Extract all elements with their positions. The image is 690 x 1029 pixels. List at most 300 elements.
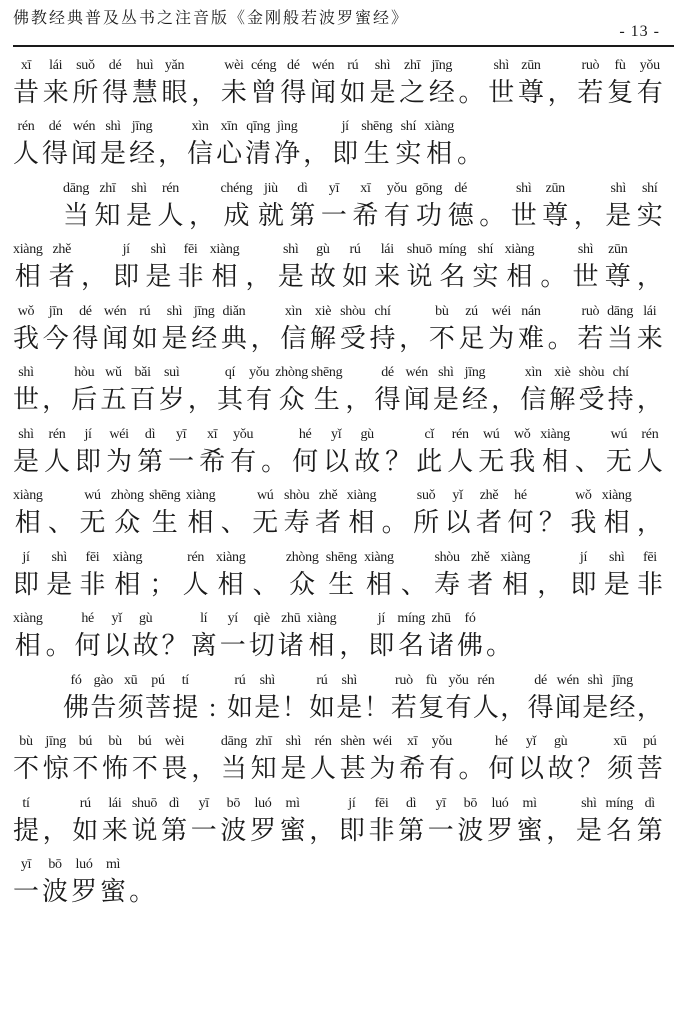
- ruby-segment: [310, 303, 336, 356]
- pinyin-annotation: chí: [374, 303, 391, 319]
- hanzi-text: 相: [502, 569, 529, 599]
- hanzi-text: 相: [542, 446, 569, 476]
- ruby-segment: [637, 426, 663, 479]
- pinyin-annotation: wéi: [491, 303, 511, 319]
- ruby-segment: [336, 672, 362, 725]
- pinyin-annotation: zhū: [431, 611, 451, 626]
- hanzi-text: 有: [428, 754, 455, 783]
- hanzi-text: 闻: [102, 323, 129, 353]
- hanzi-text: 故: [132, 631, 159, 660]
- hanzi-text: 是: [46, 569, 73, 599]
- hanzi-text: 就: [257, 200, 284, 230]
- pinyin-annotation: lái: [643, 303, 657, 319]
- pinyin-annotation: zhī: [404, 57, 421, 73]
- ruby-segment: [221, 487, 247, 540]
- ruby-segment: [608, 364, 634, 417]
- pinyin-annotation: zūn: [545, 180, 565, 196]
- ruby-segment: [391, 672, 417, 725]
- pinyin-annotation: wú: [610, 426, 628, 442]
- hanzi-text: 相: [426, 139, 453, 168]
- ruby-segment: [528, 672, 554, 725]
- ruby-segment: [374, 241, 400, 294]
- pinyin-annotation: gù: [553, 734, 568, 749]
- hanzi-text: 无: [605, 446, 632, 476]
- pinyin-annotation: shòu: [284, 488, 310, 503]
- ruby-segment: [457, 610, 483, 663]
- hanzi-text: 。: [261, 446, 288, 476]
- ruby-segment: [445, 487, 471, 540]
- hanzi-text: 切: [248, 631, 275, 660]
- ruby-segment: [607, 303, 633, 356]
- ruby-segment: [278, 610, 304, 663]
- pinyin-annotation: shì: [587, 672, 603, 688]
- ruby-segment: [433, 364, 459, 417]
- pinyin-annotation: shì: [577, 242, 594, 257]
- ruby-segment: [162, 733, 188, 786]
- ruby-segment: [227, 672, 253, 725]
- ruby-segment: [368, 610, 394, 663]
- pinyin-annotation: yī: [20, 857, 32, 872]
- pinyin-annotation: dāng: [220, 734, 247, 749]
- hanzi-text: 希: [399, 754, 426, 783]
- hanzi-text: 经: [129, 139, 156, 168]
- hanzi-text: ，: [42, 815, 69, 845]
- ruby-segment: [168, 426, 194, 479]
- hanzi-text: 受: [578, 385, 605, 414]
- ruby-segment: [542, 180, 568, 233]
- ruby-segment: [472, 241, 498, 294]
- ruby-segment: [447, 426, 473, 479]
- hanzi-text: 说: [131, 815, 158, 845]
- text-line: [13, 171, 663, 233]
- pinyin-annotation: shì: [131, 180, 147, 196]
- hanzi-text: 生: [328, 569, 355, 599]
- ruby-segment: [310, 733, 336, 786]
- ruby-segment: [191, 795, 217, 848]
- ruby-segment: [487, 795, 513, 848]
- hanzi-text: ，: [80, 262, 107, 291]
- pinyin-annotation: shì: [166, 303, 183, 319]
- pinyin-annotation: shuō: [406, 242, 433, 257]
- hanzi-text: 清: [245, 139, 272, 168]
- hanzi-text: 人: [182, 569, 209, 599]
- pinyin-annotation: wǔ: [105, 365, 122, 380]
- ruby-segment: [540, 426, 570, 479]
- pinyin-annotation: jí: [579, 549, 588, 565]
- pinyin-annotation: xiàng: [13, 611, 43, 626]
- hanzi-text: 当: [220, 754, 247, 783]
- ruby-segment: [172, 672, 198, 725]
- ruby-segment: [637, 241, 663, 294]
- hanzi-text: ，: [309, 815, 336, 845]
- ruby-segment: [44, 426, 70, 479]
- hanzi-text: 者: [467, 569, 494, 599]
- hanzi-text: 蜜: [516, 815, 543, 845]
- ruby-segment: [570, 487, 596, 540]
- pinyin-annotation: shēng: [311, 365, 343, 380]
- hanzi-text: 足: [458, 323, 485, 353]
- pinyin-annotation: bú: [138, 734, 152, 749]
- ruby-segment: [75, 426, 101, 479]
- ruby-segment: [345, 364, 371, 417]
- pinyin-annotation: jí: [348, 795, 356, 811]
- ruby-segment: [309, 672, 335, 725]
- hanzi-text: 。: [456, 139, 483, 168]
- text-line: [13, 479, 663, 541]
- hanzi-text: ，: [250, 323, 277, 353]
- ruby-segment: [369, 795, 395, 848]
- ruby-segment: [251, 733, 277, 786]
- hanzi-text: 相: [14, 508, 41, 537]
- ruby-segment: [500, 672, 526, 725]
- pinyin-annotation: rén: [641, 426, 659, 442]
- hanzi-text: 即: [368, 631, 395, 660]
- ruby-segment: [354, 426, 380, 479]
- ruby-segment: [246, 364, 272, 417]
- hanzi-text: 如: [308, 692, 335, 722]
- ruby-segment: [399, 303, 425, 356]
- hanzi-text: 闻: [71, 139, 98, 168]
- hanzi-text: 不: [72, 754, 99, 783]
- ruby-segment: [570, 549, 596, 602]
- hanzi-text: 相: [603, 508, 630, 537]
- ruby-segment: [540, 241, 566, 294]
- hanzi-text: 须: [117, 692, 144, 722]
- hanzi-text: 闻: [554, 692, 581, 722]
- hanzi-text: ，: [636, 508, 663, 537]
- pinyin-annotation: yī: [198, 795, 209, 811]
- ruby-segment: [610, 672, 636, 725]
- ruby-segment: [13, 364, 39, 417]
- pinyin-annotation: shēng: [325, 549, 357, 565]
- hanzi-text: 、: [220, 508, 247, 537]
- ruby-segment: [459, 303, 485, 356]
- ruby-segment: [79, 549, 105, 602]
- ruby-segment: [129, 118, 155, 171]
- pinyin-annotation: fēi: [85, 549, 100, 565]
- hanzi-text: 即: [332, 139, 359, 168]
- hanzi-text: ，: [303, 139, 330, 168]
- hanzi-text: 我: [570, 508, 597, 537]
- ruby-segment: [473, 672, 499, 725]
- hanzi-text: 得: [280, 77, 307, 107]
- ruby-segment: [221, 303, 247, 356]
- hanzi-text: 信: [187, 139, 214, 168]
- ruby-segment: [102, 733, 128, 786]
- pinyin-annotation: jīng: [612, 672, 633, 688]
- pinyin-annotation: hé: [514, 488, 527, 503]
- pinyin-annotation: xiàng: [306, 611, 337, 626]
- hanzi-text: 心: [216, 139, 243, 168]
- hanzi-text: ，: [491, 385, 518, 414]
- ruby-segment: [220, 610, 246, 663]
- hanzi-text: 相: [187, 508, 214, 537]
- ruby-segment: [416, 426, 442, 479]
- hanzi-text: 有: [445, 692, 472, 722]
- pinyin-annotation: wú: [482, 426, 500, 442]
- pinyin-annotation: suǒ: [76, 57, 95, 73]
- pinyin-annotation: ruò: [395, 672, 413, 688]
- pinyin-annotation: shì: [51, 549, 67, 565]
- hanzi-text: 世: [13, 385, 40, 414]
- ruby-segment: [340, 303, 366, 356]
- ruby-segment: [249, 610, 275, 663]
- ruby-segment: [191, 733, 217, 786]
- pinyin-annotation: bù: [108, 734, 122, 749]
- pinyin-annotation: dé: [534, 672, 547, 688]
- pinyin-annotation: wéi: [372, 734, 393, 749]
- ruby-segment: [191, 610, 217, 663]
- hanzi-text: 波: [457, 815, 484, 845]
- pinyin-annotation: shuō: [131, 795, 158, 811]
- pinyin-annotation: zhě: [52, 242, 72, 257]
- pinyin-annotation: wǒ: [17, 303, 35, 319]
- pinyin-annotation: xìn: [284, 303, 302, 319]
- pinyin-annotation: jí: [341, 119, 349, 134]
- hanzi-text: ，: [636, 262, 663, 291]
- hanzi-text: 人: [447, 446, 474, 476]
- pinyin-annotation: shì: [105, 119, 121, 134]
- ruby-segment: [505, 241, 535, 294]
- ruby-segment: [364, 549, 394, 602]
- ruby-segment: [75, 610, 101, 663]
- hanzi-text: 今: [42, 323, 69, 353]
- hanzi-text: 非: [79, 569, 106, 599]
- ruby-segment: [637, 672, 663, 725]
- hanzi-text: 知: [94, 200, 121, 230]
- ruby-segment: [518, 57, 544, 110]
- ruby-segment: [13, 118, 39, 171]
- pinyin-annotation: shèn: [340, 734, 365, 749]
- hanzi-text: 德: [447, 200, 474, 230]
- hanzi-text: 寿: [434, 569, 461, 599]
- pinyin-annotation: hé: [494, 734, 508, 749]
- hanzi-text: 眼: [161, 77, 188, 107]
- hanzi-text: 。: [486, 631, 513, 660]
- ruby-segment: [518, 733, 544, 786]
- ruby-segment: [384, 180, 410, 233]
- hanzi-text: 第: [137, 446, 164, 476]
- ruby-segment: [90, 672, 116, 725]
- ruby-segment: [520, 364, 546, 417]
- hanzi-text: 闻: [403, 385, 430, 414]
- hanzi-text: 。: [45, 631, 72, 660]
- ruby-segment: [352, 180, 378, 233]
- ruby-segment: [221, 180, 253, 233]
- hanzi-text: ，: [547, 77, 574, 107]
- hanzi-text: ，: [245, 262, 272, 291]
- hanzi-text: 相: [348, 508, 375, 537]
- ruby-segment: [539, 487, 565, 540]
- ruby-segment: [48, 487, 74, 540]
- hanzi-text: 何: [74, 631, 101, 660]
- ruby-segment: [186, 487, 216, 540]
- text-line: [13, 848, 663, 910]
- ruby-segment: [43, 57, 69, 110]
- hanzi-text: 是: [369, 77, 396, 107]
- ruby-segment: [604, 549, 630, 602]
- hanzi-text: 。: [540, 262, 567, 291]
- ruby-segment: [605, 180, 631, 233]
- ruby-segment: [399, 733, 425, 786]
- pinyin-annotation: dé: [108, 57, 122, 73]
- hanzi-text: 是: [145, 262, 172, 291]
- pinyin-annotation: yǒu: [386, 180, 407, 196]
- hanzi-text: 须: [607, 754, 634, 783]
- pinyin-annotation: zhě: [471, 549, 490, 565]
- hanzi-text: 实: [395, 139, 422, 168]
- ruby-segment: [548, 733, 574, 786]
- hanzi-text: 复: [607, 77, 634, 107]
- ruby-segment: [72, 795, 98, 848]
- pinyin-annotation: xī: [20, 57, 32, 73]
- pinyin-annotation: rén: [48, 426, 66, 442]
- ruby-segment: [478, 426, 504, 479]
- hanzi-text: 所: [413, 508, 440, 537]
- ruby-segment: [339, 795, 365, 848]
- hanzi-text: 第: [636, 815, 663, 845]
- hanzi-text: 以: [444, 508, 471, 537]
- ruby-segment: [246, 241, 272, 294]
- ruby-segment: [486, 610, 512, 663]
- pinyin-annotation: shì: [259, 672, 276, 688]
- ruby-segment: [158, 118, 184, 171]
- ruby-segment: [216, 549, 246, 602]
- pinyin-annotation: shì: [610, 180, 626, 196]
- ruby-segment: [252, 487, 278, 540]
- ruby-segment: [310, 57, 336, 110]
- ruby-segment: [159, 364, 185, 417]
- hanzi-text: 尊: [542, 200, 569, 230]
- hanzi-text: 菩: [636, 754, 663, 783]
- hanzi-text: 菩: [144, 692, 171, 722]
- hanzi-text: 不: [131, 754, 158, 783]
- hanzi-text: 人: [13, 139, 40, 168]
- pinyin-annotation: rén: [162, 180, 179, 196]
- ruby-segment: [132, 733, 158, 786]
- hanzi-text: 一: [427, 815, 454, 845]
- hanzi-text: 名: [606, 815, 633, 845]
- pinyin-annotation: wéi: [109, 426, 129, 442]
- pinyin-annotation: xū: [613, 734, 627, 749]
- ruby-segment: [549, 364, 575, 417]
- ruby-segment: [221, 733, 247, 786]
- ruby-segment: [118, 672, 144, 725]
- pinyin-annotation: mì: [285, 795, 300, 811]
- hanzi-text: 来: [636, 323, 663, 353]
- hanzi-text: 诸: [427, 631, 454, 660]
- pinyin-annotation: qiè: [253, 611, 270, 626]
- pinyin-annotation: rén: [314, 734, 332, 749]
- ruby-segment: [221, 57, 247, 110]
- ruby-segment: [102, 303, 128, 356]
- pinyin-annotation: jīng: [193, 303, 215, 319]
- pinyin-annotation: shòu: [578, 365, 605, 380]
- hanzi-text: ，: [189, 200, 216, 230]
- hanzi-text: 为: [106, 446, 133, 476]
- hanzi-text: 当: [63, 200, 90, 230]
- hanzi-text: 相: [506, 262, 533, 291]
- ruby-segment: [476, 487, 502, 540]
- ruby-segment: [72, 57, 98, 110]
- hanzi-text: ，: [636, 385, 663, 414]
- pinyin-annotation: zūn: [521, 57, 541, 73]
- hanzi-text: 是: [603, 569, 630, 599]
- page-number: - 13 -: [619, 23, 660, 40]
- hanzi-text: ，: [339, 631, 366, 660]
- ruby-segment: [80, 487, 106, 540]
- hanzi-text: 惊: [42, 754, 69, 783]
- ruby-segment: [200, 672, 226, 725]
- pinyin-annotation: zhòng: [110, 488, 144, 503]
- pinyin-annotation: gù: [360, 426, 374, 442]
- hanzi-text: 、: [574, 446, 601, 476]
- pinyin-annotation: wén: [72, 119, 96, 134]
- hanzi-text: 无: [478, 446, 505, 476]
- ruby-segment: [369, 57, 395, 110]
- hanzi-text: 信: [280, 323, 307, 353]
- pinyin-annotation: xiàng: [540, 426, 570, 442]
- hanzi-text: 何: [488, 754, 515, 783]
- ruby-segment: [275, 364, 308, 417]
- pinyin-annotation: shòu: [434, 549, 460, 565]
- hanzi-text: 来: [101, 815, 128, 845]
- pinyin-annotation: jí: [377, 611, 385, 626]
- hanzi-text: 得: [374, 385, 401, 414]
- ruby-segment: [446, 672, 472, 725]
- hanzi-text: 第: [289, 200, 316, 230]
- hanzi-text: 蜜: [100, 877, 127, 906]
- hanzi-text: 得: [72, 323, 99, 353]
- hanzi-text: 信: [520, 385, 547, 414]
- ruby-segment: [582, 672, 608, 725]
- pinyin-annotation: míng: [605, 795, 634, 811]
- ruby-segment: [406, 241, 432, 294]
- ruby-segment: [375, 364, 401, 417]
- ruby-segment: [339, 610, 365, 663]
- hanzi-text: 者: [475, 508, 502, 537]
- pinyin-annotation: fēi: [183, 242, 198, 257]
- ruby-segment: [303, 118, 329, 171]
- ruby-segment: [280, 733, 306, 786]
- pinyin-annotation: hé: [81, 611, 94, 626]
- hanzi-text: ！: [363, 692, 390, 722]
- pinyin-annotation: xiàng: [209, 242, 240, 257]
- hanzi-text: 为: [369, 754, 396, 783]
- pinyin-annotation: gù: [316, 242, 330, 257]
- ruby-segment: [428, 795, 454, 848]
- pinyin-annotation: yǐ: [331, 426, 342, 442]
- ruby-segment: [548, 303, 574, 356]
- pinyin-annotation: xiàng: [346, 488, 377, 503]
- ruby-segment: [369, 733, 395, 786]
- pinyin-annotation: tí: [22, 795, 30, 811]
- pinyin-annotation: jīng: [431, 57, 453, 73]
- hanzi-text: 典: [220, 323, 247, 353]
- hanzi-text: 。: [458, 77, 485, 107]
- pinyin-annotation: zhě: [479, 488, 499, 503]
- hanzi-text: 生: [313, 385, 340, 414]
- ruby-segment: [607, 733, 633, 786]
- hanzi-text: 得: [527, 692, 554, 722]
- ruby-segment: [100, 118, 126, 171]
- ruby-segment: [385, 426, 411, 479]
- hanzi-text: 岁: [158, 385, 185, 414]
- pinyin-annotation: rén: [451, 426, 469, 442]
- hanzi-text: 相: [211, 262, 238, 291]
- hanzi-text: 若: [390, 692, 417, 722]
- pinyin-annotation: xū: [123, 672, 138, 688]
